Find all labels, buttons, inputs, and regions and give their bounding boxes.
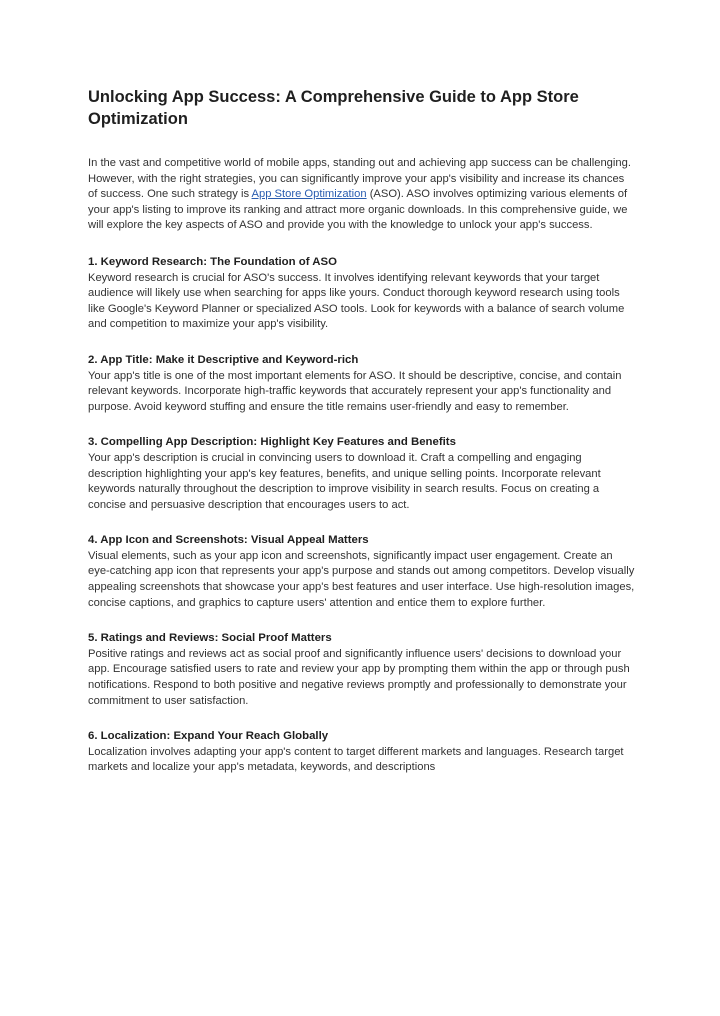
section-body: Localization involves adapting your app's content to target different markets and languages. Research target markets and localize your app's metadata, keywords, and descriptions: [88, 745, 624, 774]
section-body: Keyword research is crucial for ASO's success. It involves identifying relevant keywords that your target audience will likely use when searching for apps like yours. Conduct thorough keyword research using tools like Google's Keyword Planner or specialized ASO tools. Look for keywords with a balance of search volume and competition to maximize your app's visibility.: [88, 271, 625, 331]
intro-text-after-link: (ASO). ASO involves optimizing various elements of your app's listing to improve its ranking and attract more organic downloads. In this comprehensive guide, we will explore the key aspects of ASO and provide you with the knowledge to unlock your app's success.: [88, 188, 628, 232]
intro-text-before-link: In the vast and competitive world of mobile apps, standing out and achieving app success can be challenging. However, with the right strategies, you can significantly improve your app's visibility and increase its chances of success. One such strategy is: [88, 157, 631, 201]
section-app-title: [88, 353, 636, 415]
section-heading: 6. Localization: Expand Your Reach Globally: [88, 730, 329, 743]
section-body: Positive ratings and reviews act as social proof and significantly influence users' decisions to download your app. Encourage satisfied users to rate and review your app by prompting them within the app or through push notifications. Respond to both positive and negative reviews promptly and professionally to demonstrate your commitment to user satisfaction.: [88, 647, 630, 707]
section-app-description: [88, 435, 636, 513]
section-body: Your app's title is one of the most important elements for ASO. It should be descriptive, concise, and contain relevant keywords. Incorporate high-traffic keywords that accurately represent your app's functionality and purpose. Avoid keyword stuffing and ensure the title remains user-friendly and easy to remember.: [88, 369, 622, 413]
document-page: [88, 86, 636, 796]
section-keyword-research: [88, 255, 636, 333]
page-title: Unlocking App Success: A Comprehensive Guide to App Store Optimization: [88, 88, 579, 128]
section-body: Your app's description is crucial in convincing users to download it. Craft a compelling and engaging description highlighting your app's key features, benefits, and unique selling points. Incorporate relevant keywords naturally throughout the description to improve visibility in search results. Focus on creating a concise and persuasive description that encourages users to act.: [88, 451, 601, 511]
section-heading: 2. App Title: Make it Descriptive and Keyword-rich: [88, 353, 359, 366]
section-ratings-reviews: [88, 631, 636, 709]
section-heading: 3. Compelling App Description: Highlight Key Features and Benefits: [88, 436, 456, 449]
intro-paragraph: [88, 156, 636, 234]
section-body: Visual elements, such as your app icon and screenshots, significantly impact user engagement. Create an eye-catching app icon that represents your app's purpose and stands out among competitors. Develop visually appealing screenshots that showcase your app's best features and user interface. Use high-resolution images, concise captions, and graphics to capture users' attention and entice them to explore further.: [88, 549, 635, 609]
section-heading: 1. Keyword Research: The Foundation of ASO: [88, 255, 337, 268]
section-icon-screenshots: [88, 533, 636, 611]
section-heading: 5. Ratings and Reviews: Social Proof Matters: [88, 632, 332, 645]
section-localization: [88, 729, 636, 776]
section-heading: 4. App Icon and Screenshots: Visual Appeal Matters: [88, 534, 369, 547]
aso-link[interactable]: App Store Optimization: [251, 188, 367, 201]
